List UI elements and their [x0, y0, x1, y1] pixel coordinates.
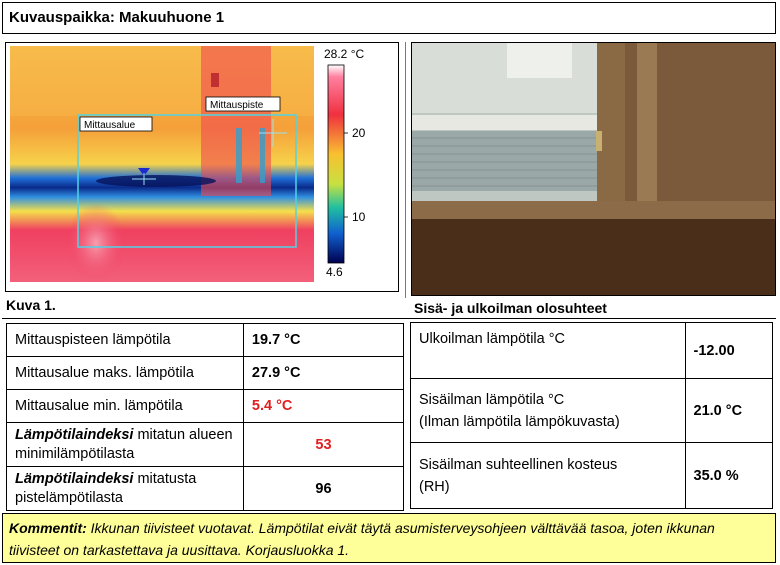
indoor-temp-label-line2: (Ilman lämpötila lämpökuvasta)	[419, 413, 620, 430]
area-max-value: 27.9 °C	[243, 357, 403, 390]
thermal-caption: Kuva 1.	[6, 297, 56, 313]
scale-tick-20: 20	[352, 126, 366, 140]
temperature-scale-bar	[328, 65, 344, 263]
location-title: Kuvauspaikka: Makuuhuone 1	[9, 9, 225, 26]
table-row	[7, 423, 404, 467]
area-min-value: 5.4 °C	[243, 390, 403, 423]
indoor-temp-label-line1: Sisäilman lämpötila °C	[419, 391, 565, 408]
comment-keyword: Kommentit:	[9, 520, 87, 536]
horizontal-divider	[2, 318, 776, 319]
measurement-area-label: Mittausalue	[84, 120, 136, 131]
table-row	[411, 323, 773, 379]
measurement-point-label: Mittauspiste	[210, 100, 264, 111]
index-min-rest: mitatun alueen minimilämpötilasta	[15, 426, 233, 462]
vertical-divider	[405, 42, 406, 298]
indoor-temp-label	[411, 379, 686, 443]
comment-text: Ikkunan tiivisteet vuotavat. Lämpötilat eivät täytä asumisterveysohjeen välttävää tasoa, joten ikkunan tiivisteet on tarkastettava ja uusittava. Korjausluokka 1.	[9, 520, 715, 558]
thermal-image-panel	[5, 42, 399, 292]
conditions-caption: Sisä- ja ulkoilman olosuhteet	[414, 300, 607, 316]
rh-label	[411, 443, 686, 509]
measurement-table	[6, 323, 404, 511]
rh-label-line1: Sisäilman suhteellinen kosteus	[419, 456, 618, 473]
rh-value: 35.0 %	[685, 443, 772, 509]
scale-min-label: 4.6	[326, 265, 343, 279]
point-temp-label: Mittauspisteen lämpötila	[7, 324, 244, 357]
index-point-label	[7, 467, 244, 511]
window-photo	[412, 43, 775, 295]
index-min-value: 53	[243, 423, 403, 467]
index-point-keyword: Lämpötilaindeksi	[15, 470, 134, 487]
outdoor-temp-value: -12.00	[685, 323, 772, 379]
point-temp-value: 19.7 °C	[243, 324, 403, 357]
index-point-rest: mitatusta pistelämpötilasta	[15, 470, 197, 506]
scale-max-label: 28.2 °C	[324, 47, 365, 61]
scale-tick-10: 10	[352, 210, 366, 224]
table-row	[7, 467, 404, 511]
area-min-label: Mittausalue min. lämpötila	[7, 390, 244, 423]
index-min-keyword: Lämpötilaindeksi	[15, 426, 134, 443]
outdoor-temp-label: Ulkoilman lämpötila °C	[411, 323, 686, 379]
index-point-value: 96	[243, 467, 403, 511]
rh-label-line2: (RH)	[419, 478, 450, 495]
table-row	[7, 390, 404, 423]
table-row	[7, 357, 404, 390]
location-title-box	[2, 2, 776, 34]
conditions-table	[410, 322, 773, 509]
thermal-image	[6, 43, 398, 291]
area-max-label: Mittausalue maks. lämpötila	[7, 357, 244, 390]
index-min-label	[7, 423, 244, 467]
table-row	[411, 379, 773, 443]
indoor-temp-value: 21.0 °C	[685, 379, 772, 443]
window-photo-panel	[411, 42, 776, 296]
table-row	[411, 443, 773, 509]
comment-box	[2, 513, 776, 563]
table-row	[7, 324, 404, 357]
